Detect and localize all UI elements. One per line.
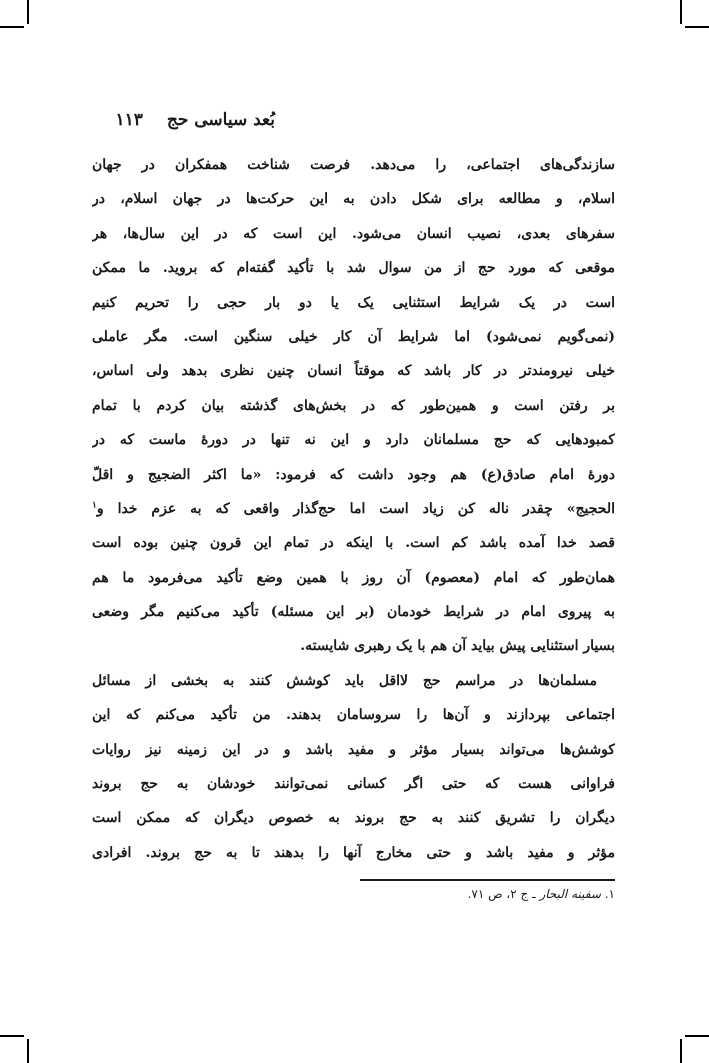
running-header xyxy=(75,110,275,130)
text-line: کمبودهایی که حج مسلمانان دارد و این نه تنها در دورهٔ ماست که در xyxy=(92,432,615,449)
crop-mark-bottom-right-horizontal xyxy=(685,1035,709,1037)
crop-mark-bottom-left-vertical xyxy=(27,1039,29,1063)
paragraph-start-line: مسلمان‌ها در مراسم حج لااقل باید کوشش کنند به بخشی از مسائل xyxy=(92,672,597,689)
crop-mark-top-left-vertical xyxy=(27,0,29,24)
text-line: اسلام، و مطالعه برای شکل دادن به این حرکت‌ها در جهان اسلام، در xyxy=(92,191,615,208)
crop-mark-bottom-right-vertical xyxy=(680,1039,682,1063)
text-line: دورهٔ امام صادق(ع) هم وجود داشت که فرمود: «ما اکثر الضجیج و اقلّ xyxy=(92,466,615,483)
text-line: موقعی که مورد حج از من سوال شد با تأکید گفته‌ام که بروید. ما ممکن xyxy=(92,260,615,277)
text-line: همان‌طور که امام (معصوم) آن روز با همین وضع تأکید می‌فرمود ما هم xyxy=(92,569,615,586)
footnote-number: ۱. xyxy=(604,887,615,901)
text-line: (نمی‌گویم نمی‌شود) اما شرایط آن کار خیلی سنگین است. مگر عاملی xyxy=(92,328,615,345)
crop-mark-bottom-left-horizontal xyxy=(0,1035,24,1037)
text-line: دیگران را تشریق کنند به حج بروند به خصوص دیگران که ممکن است xyxy=(92,810,615,827)
footnote-separator-rule xyxy=(360,879,615,881)
crop-mark-top-right-horizontal xyxy=(685,26,709,28)
text-line: بسیار استثنایی پیش بیاید آن هم با یک رهبری شایسته. xyxy=(300,638,615,655)
footnote-reference[interactable]: ۱ xyxy=(92,500,97,511)
text-line: سازندگی‌های اجتماعی، را می‌دهد. فرصت شناخت همفکران در جهان xyxy=(92,157,615,173)
crop-mark-top-left-horizontal xyxy=(0,26,24,28)
text-line: خیلی نیرومندتر در کار باشد که موقتاً انسان چنین نظری بدهد ولی اساس، xyxy=(92,363,615,380)
text-line: مؤثر و مفید باشد و حتی مخارج آنها را بدهند تا به حج بروند. افرادی xyxy=(92,844,615,861)
text-line: اجتماعی بپردازند و آن‌ها را سروسامان بدهند. من تأکید می‌کنم که این xyxy=(92,707,615,724)
footnote xyxy=(468,887,615,901)
text-line: است در یک شرایط استثنایی یک یا دو بار حجی را تحریم کنیم xyxy=(92,294,615,311)
text-line: قصد خدا آمده باشد کم است. با اینکه در تمام این قرون چنین بوده است xyxy=(92,535,615,552)
page-number: ۱۱۳ xyxy=(115,110,143,130)
text-line: فراوانی هست که حتی اگر کسانی نمی‌توانند خودشان به حج بروند xyxy=(92,776,615,793)
text-line: به پیروی امام در شرایط خودمان (بر این مسئله) تأکید می‌کنیم مگر وضعی xyxy=(92,604,615,621)
footnote-location: ـ ج ۲، ص ۷۱. xyxy=(467,887,536,901)
footnote-source-title: سفینه البحار xyxy=(539,887,601,901)
text-line: کوشش‌ها می‌تواند بسیار مؤثر و مفید باشد و در این زمینه نیز روایات xyxy=(92,741,615,758)
text-line-with-footnote-ref xyxy=(92,492,615,526)
body-text xyxy=(92,148,615,870)
text-line: الحجیج» چقدر ناله کن زیاد است اما حج‌گذار واقعی که به عزم خدا و xyxy=(96,500,615,517)
running-header-title: بُعد سیاسی حج xyxy=(166,110,275,130)
crop-mark-top-right-vertical xyxy=(680,0,682,24)
text-line: سفرهای بعدی، نصیب انسان می‌شود. این است که در این سال‌ها، هر xyxy=(92,225,615,242)
text-line: بر رفتن است و همین‌طور که در بخش‌های گذشته بیان کردم با تمام xyxy=(92,397,615,414)
